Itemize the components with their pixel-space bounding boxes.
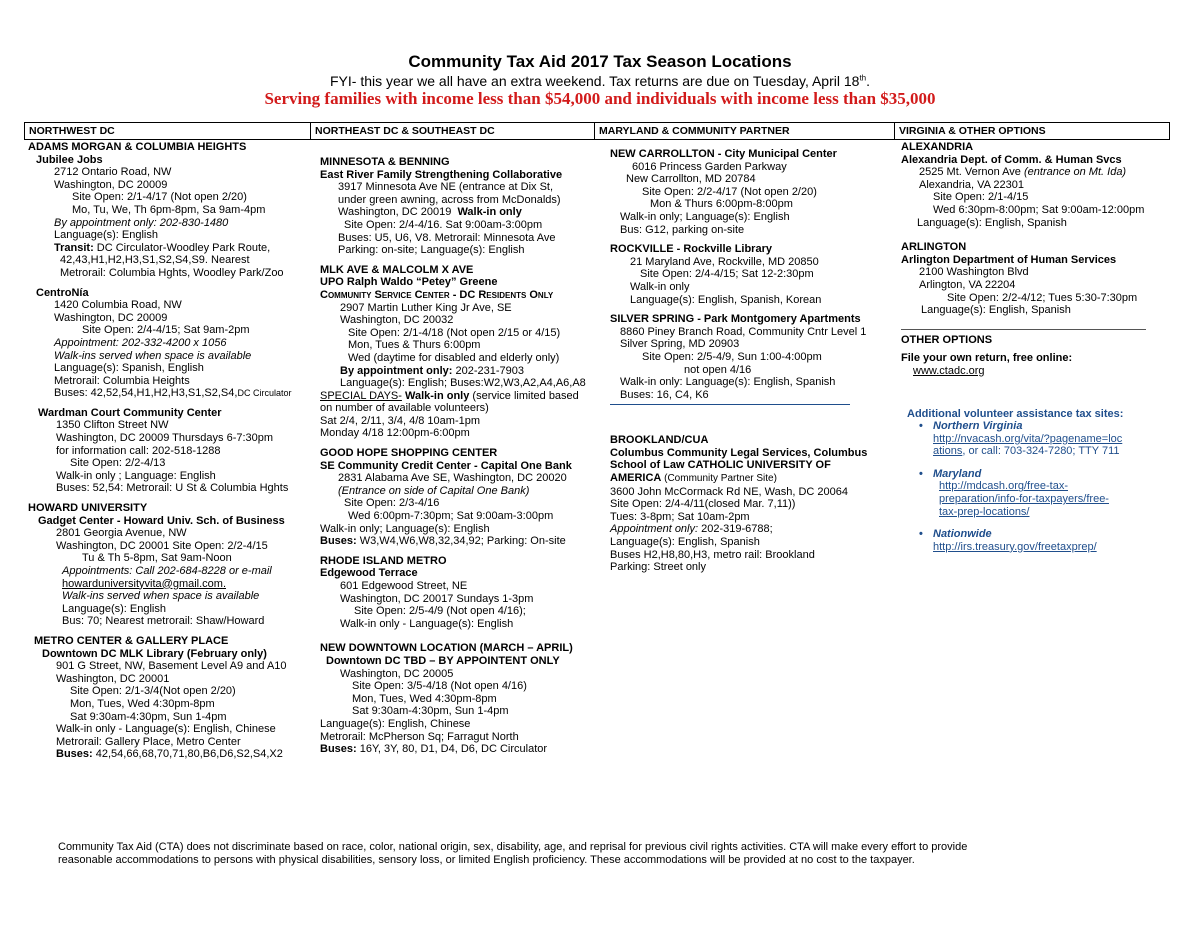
address-line: 2712 Ontario Road, NW: [54, 166, 172, 179]
address-line: 21 Maryland Ave, Rockville, MD 20850: [630, 255, 819, 268]
address-line: 2801 Georgia Avenue, NW: [56, 527, 187, 540]
bullet-icon: •: [919, 467, 923, 480]
site-name-upo: UPO Ralph Waldo “Petey” Greene: [320, 276, 498, 289]
section-other-options: OTHER OPTIONS: [901, 333, 993, 346]
parking-language: Parking: on-site; Language(s): English: [338, 244, 525, 257]
site-name-gadget-center: Gadget Center - Howard Univ. Sch. of Business: [38, 514, 285, 527]
site-open: Site Open: 2/3-4/16: [344, 497, 440, 510]
languages: Language(s): Spanish, English: [54, 362, 204, 375]
buses: Buses: 42,52,54,H1,H2,H3,S1,S2,S4,DC Circulator: [54, 387, 292, 400]
divider-line: [610, 404, 850, 405]
site-open: Site Open: 2/2-4/12; Tues 5:30-7:30pm: [947, 291, 1138, 304]
site-wardman-court: [28, 419, 310, 495]
site-name-columbus-line3: AMERICA (Community Partner Site): [610, 472, 777, 485]
column-northwest: [28, 141, 310, 761]
site-open: Site Open: 2/1-4/18 (Not open 2/15 or 4/15): [348, 326, 561, 339]
section-good-hope: GOOD HOPE SHOPPING CENTER: [320, 447, 498, 460]
city-line: Washington, DC 20009: [54, 178, 168, 191]
site-alexandria-dchs: [901, 166, 1169, 216]
hours: Mon, Tues & Thurs 6:00pm: [348, 339, 481, 352]
walkin-language: Walk-in only - Language(s): English, Chinese: [56, 723, 276, 736]
site-name-downtown-tbd: Downtown DC TBD – BY APPOINTENT ONLY: [326, 654, 560, 667]
column-header-va: VIRGINIA & OTHER OPTIONS: [899, 125, 1046, 137]
weekend-hours: Sat 9:30am-4:30pm, Sun 1-4pm: [352, 705, 509, 718]
nvacash-link-line2[interactable]: ations, or call: 703-324-7280; TTY 711: [933, 445, 1120, 458]
column-header-row: [24, 122, 1170, 140]
site-edgewood: [320, 580, 600, 630]
appointment-info: Appointments: Call 202-684-8228 or e-mail: [62, 565, 272, 577]
weekend-hours: Sat 9:30am-4:30pm, Sun 1-4pm: [70, 710, 227, 723]
address-line: 1350 Clifton Street NW: [56, 419, 169, 432]
section-new-downtown: NEW DOWNTOWN LOCATION (MARCH – APRIL): [320, 642, 573, 655]
site-open: Site Open: 2/4-4/15; Sat 9am-2pm: [82, 324, 250, 337]
wed-hours: Wed (daytime for disabled and elderly only): [348, 351, 560, 364]
walkin-info: Walk-in only: [630, 280, 690, 293]
site-name-edgewood: Edgewood Terrace: [320, 567, 418, 580]
notice-line-2: reasonable accommodations to persons with physical disabilities, sensory loss, or limited English proficiency. These accommodations will be provided at no cost to the taxpayer.: [58, 854, 915, 866]
walkin-info: Walk-ins served when space is available: [54, 349, 252, 362]
city-line: Alexandria, VA 22301: [919, 178, 1024, 191]
hours: Wed 6:00pm-7:30pm; Sat 9:00am-3:00pm: [348, 510, 554, 523]
walkin-info: Walk-ins served when space is available: [62, 590, 260, 603]
site-name-columbus-line2: School of Law CATHOLIC UNIVERSITY OF: [610, 459, 831, 472]
languages: Language(s): English, Spanish: [917, 216, 1067, 229]
site-name-columbus: Columbus Community Legal Services, Columbus: [610, 446, 868, 459]
email-link[interactable]: howarduniversityvita@gmail.com.: [62, 577, 227, 590]
column-header-nw: NORTHWEST DC: [25, 123, 311, 139]
page-title: Community Tax Aid 2017 Tax Season Locations: [408, 52, 792, 71]
site-open: Site Open: 2/5-4/9, Sun 1:00-4:00pm: [642, 350, 822, 363]
page-subtitle: FYI- this year we all have an extra weekend. Tax returns are due on Tuesday, April 18th.: [330, 73, 870, 89]
city-line: Silver Spring, MD 20903: [620, 338, 740, 351]
buses: Buses: 16, C4, K6: [620, 388, 709, 401]
language-buses: Language(s): English; Buses:W2,W3,A2,A4,A6,A8: [340, 377, 586, 390]
eligibility-notice: Serving families with income less than $54,000 and individuals with income less than $35,000: [264, 89, 936, 108]
site-name-arlington-dhs: Arlington Department of Human Services: [901, 253, 1117, 266]
site-upo: [320, 302, 600, 390]
appointment-info: By appointment only: 202-830-1480: [54, 216, 229, 229]
entrance-note: (Entrance on side of Capital One Bank): [338, 484, 530, 497]
address-line: 3600 John McCormack Rd NE, Wash, DC 20064: [610, 485, 849, 498]
appointment-info: Appointment only: 202-319-6788;: [610, 523, 773, 536]
site-open: Site Open: 2/4-4/16. Sat 9:00am-3:00pm: [344, 218, 543, 231]
address-line: 2907 Martin Luther King Jr Ave, SE: [340, 301, 512, 314]
site-open: Site Open: 2/2-4/17 (Not open 2/20): [642, 185, 817, 198]
section-howard-university: HOWARD UNIVERSITY: [28, 502, 148, 515]
divider-line: [901, 329, 1146, 330]
section-new-carrollton: NEW CARROLLTON - City Municipal Center: [610, 148, 837, 160]
walkin-language: Walk-in only: Language(s): English, Spanish: [620, 376, 836, 389]
languages: Language(s): English: [54, 229, 158, 242]
languages: Language(s): English, Chinese: [320, 717, 471, 730]
address-line: 601 Edgewood Street, NE: [340, 580, 468, 592]
hours: Mon, Tues, Wed 4:30pm-8pm: [352, 692, 497, 705]
address-line: 1420 Columbia Road, NW: [54, 299, 182, 312]
mdcash-link-line3[interactable]: tax-prep-locations/: [939, 505, 1030, 518]
section-metro-center: METRO CENTER & GALLERY PLACE: [34, 634, 229, 647]
section-brookland: BROOKLAND/CUA: [610, 434, 709, 447]
city-line: Washington, DC 20001 Site Open: 2/2-4/15: [56, 539, 268, 552]
hours: Mo, Tu, We, Th 6pm-8pm, Sa 9am-4pm: [72, 203, 266, 216]
info-phone: for information call: 202-518-1288: [56, 444, 221, 457]
address-line: 2100 Washington Blvd: [919, 266, 1029, 279]
transit: Buses H2,H8,80,H3, metro rail: Brookland: [610, 548, 815, 561]
list-item-northern-virginia: • Northern Virginia: [919, 420, 1023, 433]
site-silver-spring: [610, 326, 895, 402]
closed-date: not open 4/16: [684, 363, 752, 376]
site-mlk-library: [28, 660, 310, 761]
additional-sites-list: [901, 420, 1169, 553]
site-rockville: [610, 256, 895, 306]
city-line: Washington, DC 20009 Thursdays 6-7:30pm: [56, 432, 274, 445]
metrorail: Metrorail: Gallery Place, Metro Center: [56, 735, 241, 748]
hours: Tues: 3-8pm; Sat 10am-2pm: [610, 510, 750, 523]
languages: Language(s): English, Spanish: [610, 536, 760, 549]
address-note: under green awning, across from McDonalds): [338, 193, 561, 206]
site-east-river: [320, 181, 600, 257]
site-open: Site Open: 2/5-4/9 (Not open 4/16);: [354, 605, 526, 618]
buses: Buses: 42,54,66,68,70,71,80,B6,D6,S2,S4,X2: [56, 748, 283, 761]
section-silver-spring: SILVER SPRING - Park Montgomery Apartments: [610, 313, 861, 326]
site-name-jubilee-jobs: Jubilee Jobs: [36, 153, 103, 166]
section-arlington: ARLINGTON: [901, 241, 967, 254]
city-line: Arlington, VA 22204: [919, 278, 1016, 291]
walkin-language: Walk-in only; Language(s): English: [620, 210, 790, 223]
city-line: Washington, DC 20005: [340, 667, 454, 680]
special-days: SPECIAL DAYS- Walk-in only (service limited based: [320, 389, 579, 402]
transit: Bus: 70; Nearest metrorail: Shaw/Howard: [62, 615, 265, 628]
column-virginia: [901, 141, 1169, 553]
site-name-upo-line2: Community Service Center - DC Residents Only: [320, 288, 554, 301]
column-northeast-southeast: [320, 156, 600, 756]
address-line: 6016 Princess Garden Parkway: [632, 160, 787, 173]
section-minnesota-benning: MINNESOTA & BENNING: [320, 156, 450, 168]
hours: Wed 6:30pm-8:00pm; Sat 9:00am-12:00pm: [933, 203, 1145, 216]
languages: Language(s): English: [62, 602, 166, 615]
transit-metro: Metrorail: Columbia Hghts, Woodley Park/Zoo: [60, 266, 284, 279]
bus-parking: Bus: G12, parking on-site: [620, 223, 745, 236]
special-days-monday: Monday 4/18 12:00pm-6:00pm: [320, 427, 470, 440]
mdcash-link[interactable]: http://mdcash.org/free-tax-: [939, 480, 1068, 493]
bullet-icon: •: [919, 420, 923, 433]
walkin-language: Walk-in only - Language(s): English: [340, 617, 514, 630]
transit-buses: 42,43,H1,H2,H3,S1,S2,S4,S9. Nearest: [60, 254, 250, 267]
appointment-info: Appointment: 202-332-4200 x 1056: [54, 336, 227, 349]
site-new-carrollton: [610, 161, 895, 211]
city-line: New Carrollton, MD 20784: [626, 173, 756, 186]
walkin-language: Walk-in only ; Language: English: [56, 469, 216, 482]
column-header-md: MARYLAND & COMMUNITY PARTNER: [595, 123, 895, 139]
section-mlk-malcolm-x: MLK AVE & MALCOLM X AVE: [320, 263, 474, 276]
site-name-wardman-court: Wardman Court Community Center: [38, 406, 222, 419]
site-open: Site Open: 2/4-4/11(closed Mar. 7,11)): [610, 498, 796, 511]
nvacash-link[interactable]: http://nvacash.org/vita/?pagename=loc: [933, 432, 1123, 445]
column-maryland: [610, 148, 895, 574]
additional-sites-heading: Additional volunteer assistance tax sites:: [907, 407, 1124, 420]
notice-line-1: Community Tax Aid (CTA) does not discriminate based on race, color, national origin, sex, disability, age, and reprisal for previous civil rights activities. CTA will make every effort to provide: [58, 841, 968, 853]
city-line: Washington, DC 20032: [340, 314, 454, 327]
metrorail: Metrorail: McPherson Sq; Farragut North: [320, 730, 519, 743]
site-open: Site Open: 3/5-4/18 (Not open 4/16): [352, 680, 527, 693]
site-name-east-river: East River Family Strengthening Collaborative: [320, 168, 563, 181]
section-rhode-island: RHODE ISLAND METRO: [320, 554, 447, 567]
address-line: 901 G Street, NW, Basement Level A9 and A10: [56, 660, 287, 673]
transit-info: Transit: DC Circulator-Woodley Park Route,: [54, 241, 271, 254]
site-open: Site Open: 2/1-4/17 (Not open 2/20): [72, 191, 247, 204]
list-item-nationwide: • Nationwide: [919, 528, 992, 541]
site-open: Site Open: 2/2-4/13: [70, 457, 166, 470]
hours: Tu & Th 5-8pm, Sat 9am-Noon: [82, 552, 232, 565]
site-name-centronia: CentroNía: [36, 286, 89, 299]
site-name-mlk-library: Downtown DC MLK Library (February only): [42, 647, 267, 660]
hours: Mon & Thurs 6:00pm-8:00pm: [650, 198, 793, 211]
ctadc-link[interactable]: www.ctadc.org: [913, 364, 985, 377]
site-open: Site Open: 2/1-3/4(Not open 2/20): [70, 685, 236, 698]
city-line: Washington, DC 20017 Sundays 1-3pm: [340, 592, 534, 605]
metrorail: Metrorail: Columbia Heights: [54, 374, 190, 387]
site-se-credit-center: [320, 472, 600, 522]
special-days-dates: Sat 2/4, 2/11, 3/4, 4/8 10am-1pm: [320, 414, 481, 427]
site-name-se-credit-center: SE Community Credit Center - Capital One Bank: [320, 459, 572, 472]
special-days-note: on number of available volunteers): [320, 402, 489, 415]
file-online-label: File your own return, free online:: [901, 352, 1073, 365]
hours: Mon, Tues, Wed 4:30pm-8pm: [70, 697, 215, 710]
transit: Buses: U5, U6, V8. Metrorail: Minnesota Ave: [338, 231, 556, 244]
transit: Buses: 52,54: Metrorail: U St & Columbia Hghts: [56, 482, 289, 495]
address-line: 3917 Minnesota Ave NE (entrance at Dix St,: [338, 181, 554, 194]
section-alexandria: ALEXANDRIA: [901, 141, 974, 153]
section-adams-morgan: ADAMS MORGAN & COLUMBIA HEIGHTS: [28, 141, 247, 153]
languages: Language(s): English, Spanish: [921, 304, 1071, 317]
site-arlington-dhs: [901, 266, 1169, 316]
section-rockville: ROCKVILLE - Rockville Library: [610, 243, 772, 256]
appointment-info: By appointment only: 202-231-7903: [340, 364, 525, 377]
city-line: Washington, DC 20019 Walk-in only: [338, 206, 522, 219]
address-line: 2831 Alabama Ave SE, Washington, DC 20020: [338, 472, 567, 485]
mdcash-link-line2[interactable]: preparation/info-for-taxpayers/free-: [939, 493, 1109, 506]
irs-link[interactable]: http://irs.treasury.gov/freetaxprep/: [933, 540, 1097, 553]
parking: Parking: Street only: [610, 561, 706, 574]
site-centronia: [28, 299, 310, 400]
languages: Language(s): English, Spanish, Korean: [630, 293, 822, 306]
city-line: Washington, DC 20001: [56, 672, 170, 685]
list-item-maryland: • Maryland: [919, 467, 982, 480]
column-header-ne-se: NORTHEAST DC & SOUTHEAST DC: [311, 123, 595, 139]
walkin-language: Walk-in only; Language(s): English: [320, 522, 490, 535]
site-open: Site Open: 2/4-4/15; Sat 12-2:30pm: [640, 268, 814, 281]
buses: Buses: 16Y, 3Y, 80, D1, D4, D6, DC Circulator: [320, 743, 548, 756]
non-discrimination-notice: [58, 841, 1168, 867]
site-new-carrollton-details: [610, 211, 895, 236]
site-jubilee-jobs: [28, 166, 310, 279]
bullet-icon: •: [919, 528, 923, 541]
buses-parking: Buses: W3,W4,W6,W8,32,34,92; Parking: On-site: [320, 535, 566, 548]
site-downtown-tbd: [320, 668, 600, 718]
site-gadget-center: [28, 527, 310, 628]
address-line: 2525 Mt. Vernon Ave (entrance on Mt. Ida): [919, 166, 1127, 179]
site-open: Site Open: 2/1-4/15: [933, 191, 1029, 204]
city-line: Washington, DC 20009: [54, 311, 168, 324]
site-name-alexandria-dchs: Alexandria Dept. of Comm. & Human Svcs: [901, 153, 1122, 166]
address-line: 8860 Piney Branch Road, Community Cntr Level 1: [620, 325, 867, 338]
